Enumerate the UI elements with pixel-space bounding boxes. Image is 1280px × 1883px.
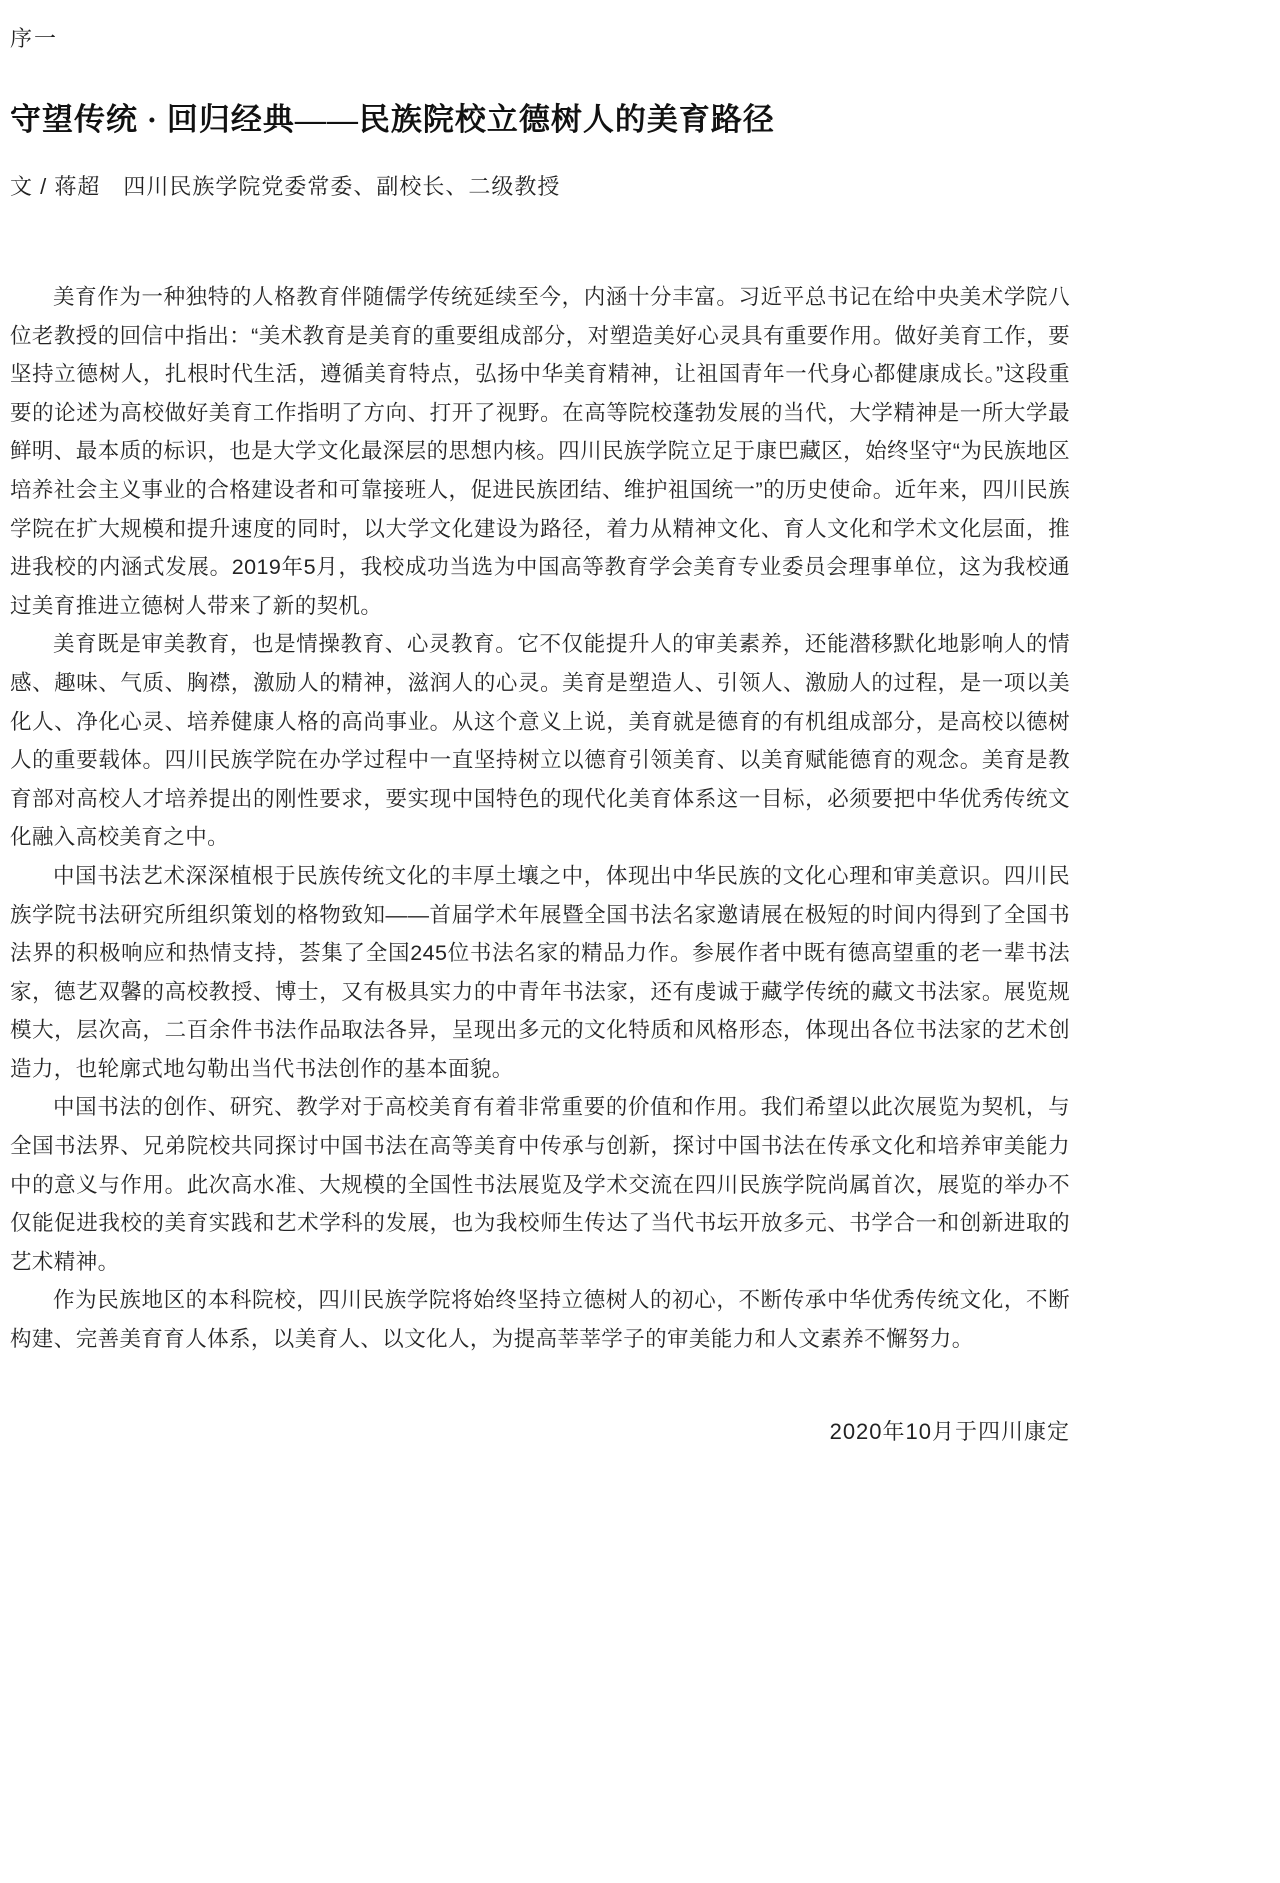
article-body <box>10 278 1070 1359</box>
author-byline: 文 / 蒋超 四川民族学院党委常委、副校长、二级教授 <box>10 174 561 199</box>
paragraph-5: 作为民族地区的本科院校，四川民族学院将始终坚持立德树人的初心，不断传承中华优秀传统文化，不断构建、完善美育育人体系，以美育人、以文化人，为提高莘莘学子的审美能力和人文素养不懈努力。 <box>10 1288 1070 1352</box>
paragraph-2: 美育既是审美教育，也是情操教育、心灵教育。它不仅能提升人的审美素养，还能潜移默化地影响人的情感、趣味、气质、胸襟，激励人的精神，滋润人的心灵。美育是塑造人、引领人、激励人的过程，是一项以美化人、净化心灵、培养健康人格的高尚事业。从这个意义上说，美育就是德育的有机组成部分，是高校以德树人的重要载体。四川民族学院在办学过程中一直坚持树立以德育引领美育、以美育赋能德育的观念。美育是教育部对高校人才培养提出的刚性要求，要实现中国特色的现代化美育体系这一目标，必须要把中华优秀传统文化融入高校美育之中。 <box>10 632 1070 850</box>
paragraph-3: 中国书法艺术深深植根于民族传统文化的丰厚土壤之中，体现出中华民族的文化心理和审美意识。四川民族学院书法研究所组织策划的格物致知——首届学术年展暨全国书法名家邀请展在极短的时间内得到了全国书法界的积极响应和热情支持，荟集了全国245位书法名家的精品力作。参展作者中既有德高望重的老一辈书法家，德艺双馨的高校教授、博士，又有极具实力的中青年书法家，还有虔诚于藏学传统的藏文书法家。展览规模大，层次高，二百余件书法作品取法各异，呈现出多元的文化特质和风格形态，体现出各位书法家的艺术创造力，也轮廓式地勾勒出当代书法创作的基本面貌。 <box>10 863 1070 1081</box>
dateline: 2020年10月于四川康定 <box>829 1418 1070 1444</box>
article-title: 守望传统 · 回归经典——民族院校立德树人的美育路径 <box>10 102 775 137</box>
preface-page <box>10 0 1070 1447</box>
series-label: 序一 <box>10 26 59 51</box>
paragraph-1: 美育作为一种独特的人格教育伴随儒学传统延续至今，内涵十分丰富。习近平总书记在给中央美术学院八位老教授的回信中指出：“美术教育是美育的重要组成部分，对塑造美好心灵具有重要作用。做好美育工作，要坚持立德树人，扎根时代生活，遵循美育特点，弘扬中华美育精神，让祖国青年一代身心都健康成长。”这段重要的论述为高校做好美育工作指明了方向、打开了视野。在高等院校蓬勃发展的当代，大学精神是一所大学最鲜明、最本质的标识，也是大学文化最深层的思想内核。四川民族学院立足于康巴藏区，始终坚守“为民族地区培养社会主义事业的合格建设者和可靠接班人，促进民族团结、维护祖国统一”的历史使命。近年来，四川民族学院在扩大规模和提升速度的同时，以大学文化建设为路径，着力从精神文化、育人文化和学术文化层面，推进我校的内涵式发展。2019年5月，我校成功当选为中国高等教育学会美育专业委员会理事单位，这为我校通过美育推进立德树人带来了新的契机。 <box>10 285 1070 618</box>
paragraph-4: 中国书法的创作、研究、教学对于高校美育有着非常重要的价值和作用。我们希望以此次展览为契机，与全国书法界、兄弟院校共同探讨中国书法在高等美育中传承与创新，探讨中国书法在传承文化和培养审美能力中的意义与作用。此次高水准、大规模的全国性书法展览及学术交流在四川民族学院尚属首次，展览的举办不仅能促进我校的美育实践和艺术学科的发展，也为我校师生传达了当代书坛开放多元、书学合一和创新进取的艺术精神。 <box>10 1095 1070 1274</box>
